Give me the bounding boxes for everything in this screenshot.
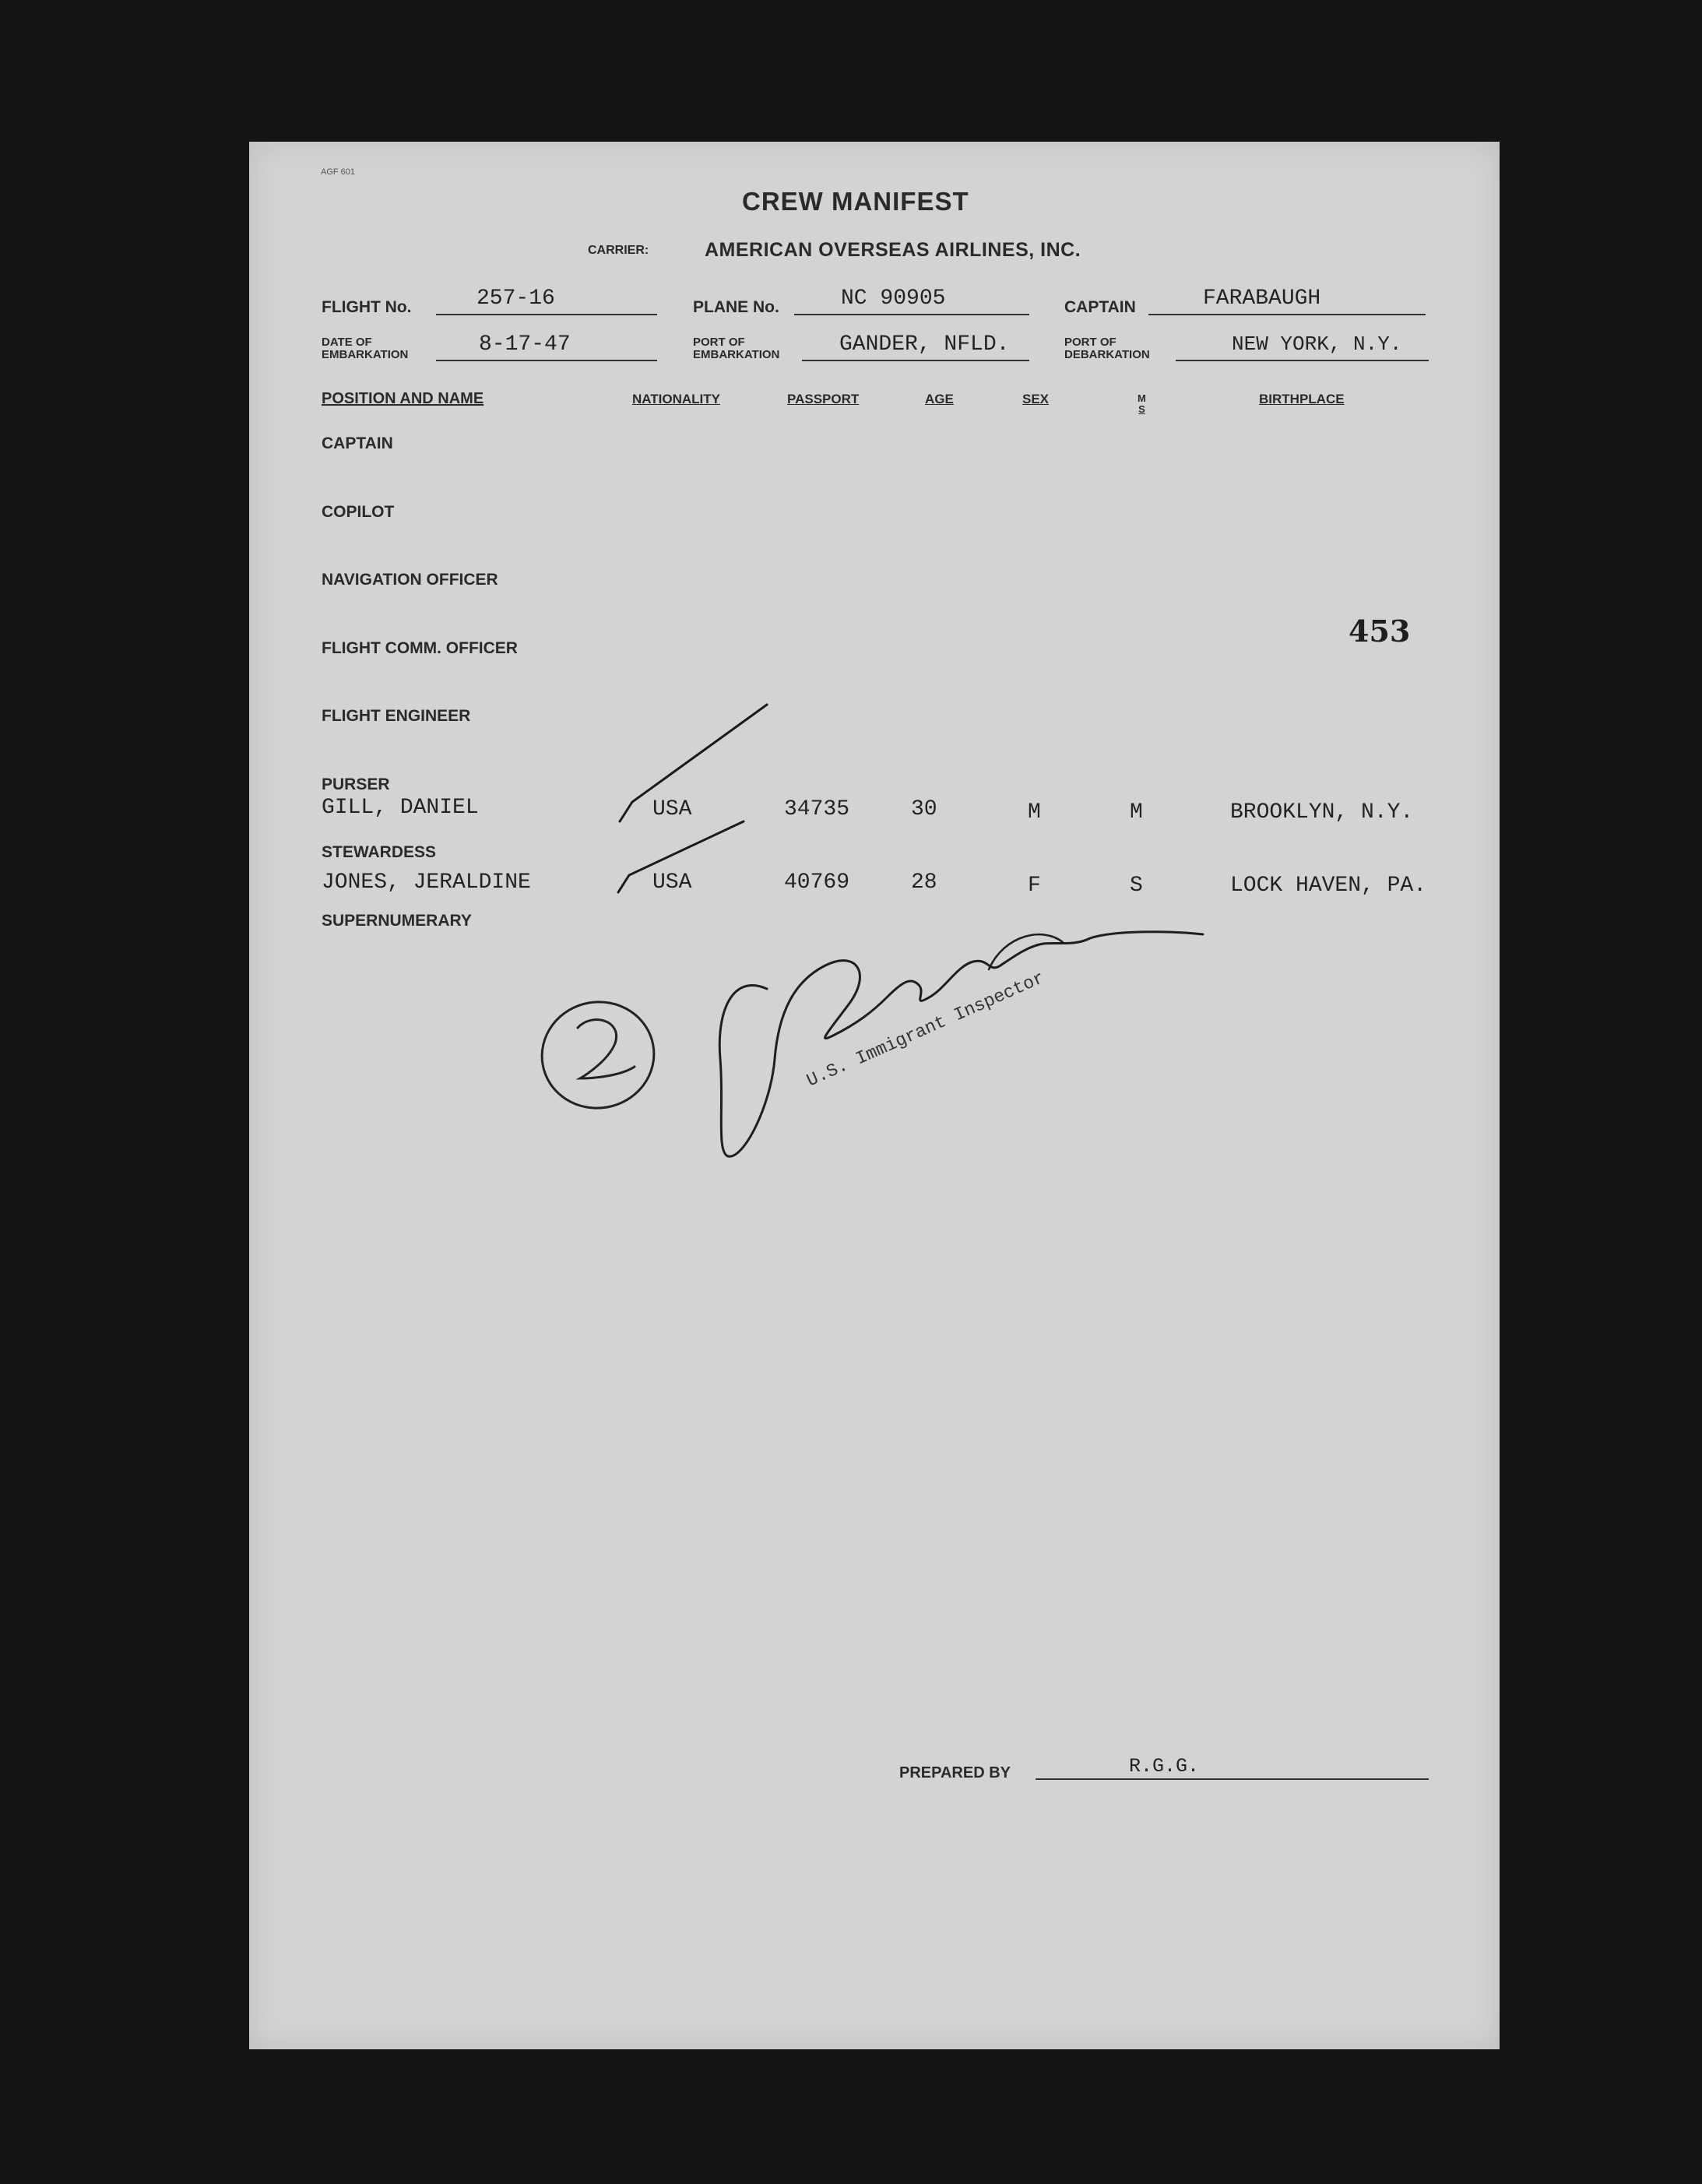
col-sex: SEX [1022, 392, 1050, 406]
crew-1-age: 30 [911, 797, 937, 821]
col-marital-top: M [1138, 392, 1146, 404]
position-flight-engineer: FLIGHT ENGINEER [322, 707, 471, 725]
port-emb-value: GANDER, NFLD. [839, 332, 1010, 357]
crew-1-passport: 34735 [784, 797, 850, 821]
crew-1-nationality: USA [652, 797, 692, 821]
position-flight-comm-officer: FLIGHT COMM. OFFICER [322, 639, 518, 657]
carrier-value: AMERICAN OVERSEAS AIRLINES, INC. [705, 239, 1081, 261]
crew-2-passport: 40769 [784, 870, 850, 895]
circled-mark-digit [578, 1020, 635, 1078]
inspector-stamp: U.S. Immigrant Inspector [804, 967, 1048, 1092]
date-label-line1: DATE OF [322, 336, 372, 349]
signature-icon [719, 932, 1203, 1157]
port-deb-label-line2: DEBARKATION [1064, 348, 1150, 361]
prepared-by-rule [1036, 1778, 1429, 1780]
crew-1-sex: M [1028, 800, 1041, 825]
port-deb-label-line1: PORT OF [1064, 336, 1116, 349]
col-passport: PASSPORT [787, 392, 860, 406]
check-mark-icon [620, 705, 767, 821]
position-supernumerary: SUPERNUMERARY [322, 912, 472, 930]
prepared-by-value: R.G.G. [1129, 1755, 1200, 1778]
date-value: 8-17-47 [479, 332, 571, 357]
carrier-label: CARRIER: [588, 244, 649, 257]
circled-mark-icon [533, 994, 662, 1117]
crew-2-birthplace: LOCK HAVEN, PA. [1230, 874, 1427, 898]
captain-value: FARABAUGH [1203, 287, 1321, 311]
port-emb-label-line1: PORT OF [693, 336, 745, 349]
flight-no-value: 257-16 [476, 287, 555, 311]
crew-2-name: JONES, JERALDINE [322, 870, 531, 895]
col-age: AGE [925, 392, 954, 406]
crew-2-marital: S [1130, 874, 1143, 898]
captain-label: CAPTAIN [1064, 298, 1136, 316]
position-captain: CAPTAIN [322, 434, 393, 452]
crew-2-age: 28 [911, 870, 937, 895]
port-deb-value: NEW YORK, N.Y. [1232, 332, 1402, 356]
check-mark-icon [618, 821, 744, 892]
prepared-by-label: PREPARED BY [899, 1764, 1011, 1781]
crew-1-birthplace: BROOKLYN, N.Y. [1230, 800, 1414, 825]
crew-1-marital: M [1130, 800, 1143, 825]
crew-2-nationality: USA [652, 870, 692, 895]
plane-no-label: PLANE No. [693, 298, 779, 316]
position-purser: PURSER [322, 775, 390, 793]
page-title: CREW MANIFEST [742, 187, 969, 216]
date-label-line2: EMBARKATION [322, 348, 409, 361]
position-stewardess: STEWARDESS [322, 843, 437, 861]
col-birthplace: BIRTHPLACE [1259, 392, 1345, 406]
col-marital-bottom: S [1138, 403, 1145, 415]
col-nationality: NATIONALITY [632, 392, 721, 406]
position-copilot: COPILOT [322, 503, 395, 521]
crew-2-sex: F [1028, 874, 1041, 898]
form-number: AGF 601 [321, 167, 356, 177]
plane-no-value: NC 90905 [841, 287, 946, 311]
port-emb-label-line2: EMBARKATION [693, 348, 780, 361]
col-position: POSITION AND NAME [322, 390, 484, 407]
crew-1-name: GILL, DANIEL [322, 796, 479, 820]
stamp-number: 453 [1349, 614, 1411, 649]
flight-no-label: FLIGHT No. [322, 298, 412, 316]
position-navigation-officer: NAVIGATION OFFICER [322, 571, 498, 589]
